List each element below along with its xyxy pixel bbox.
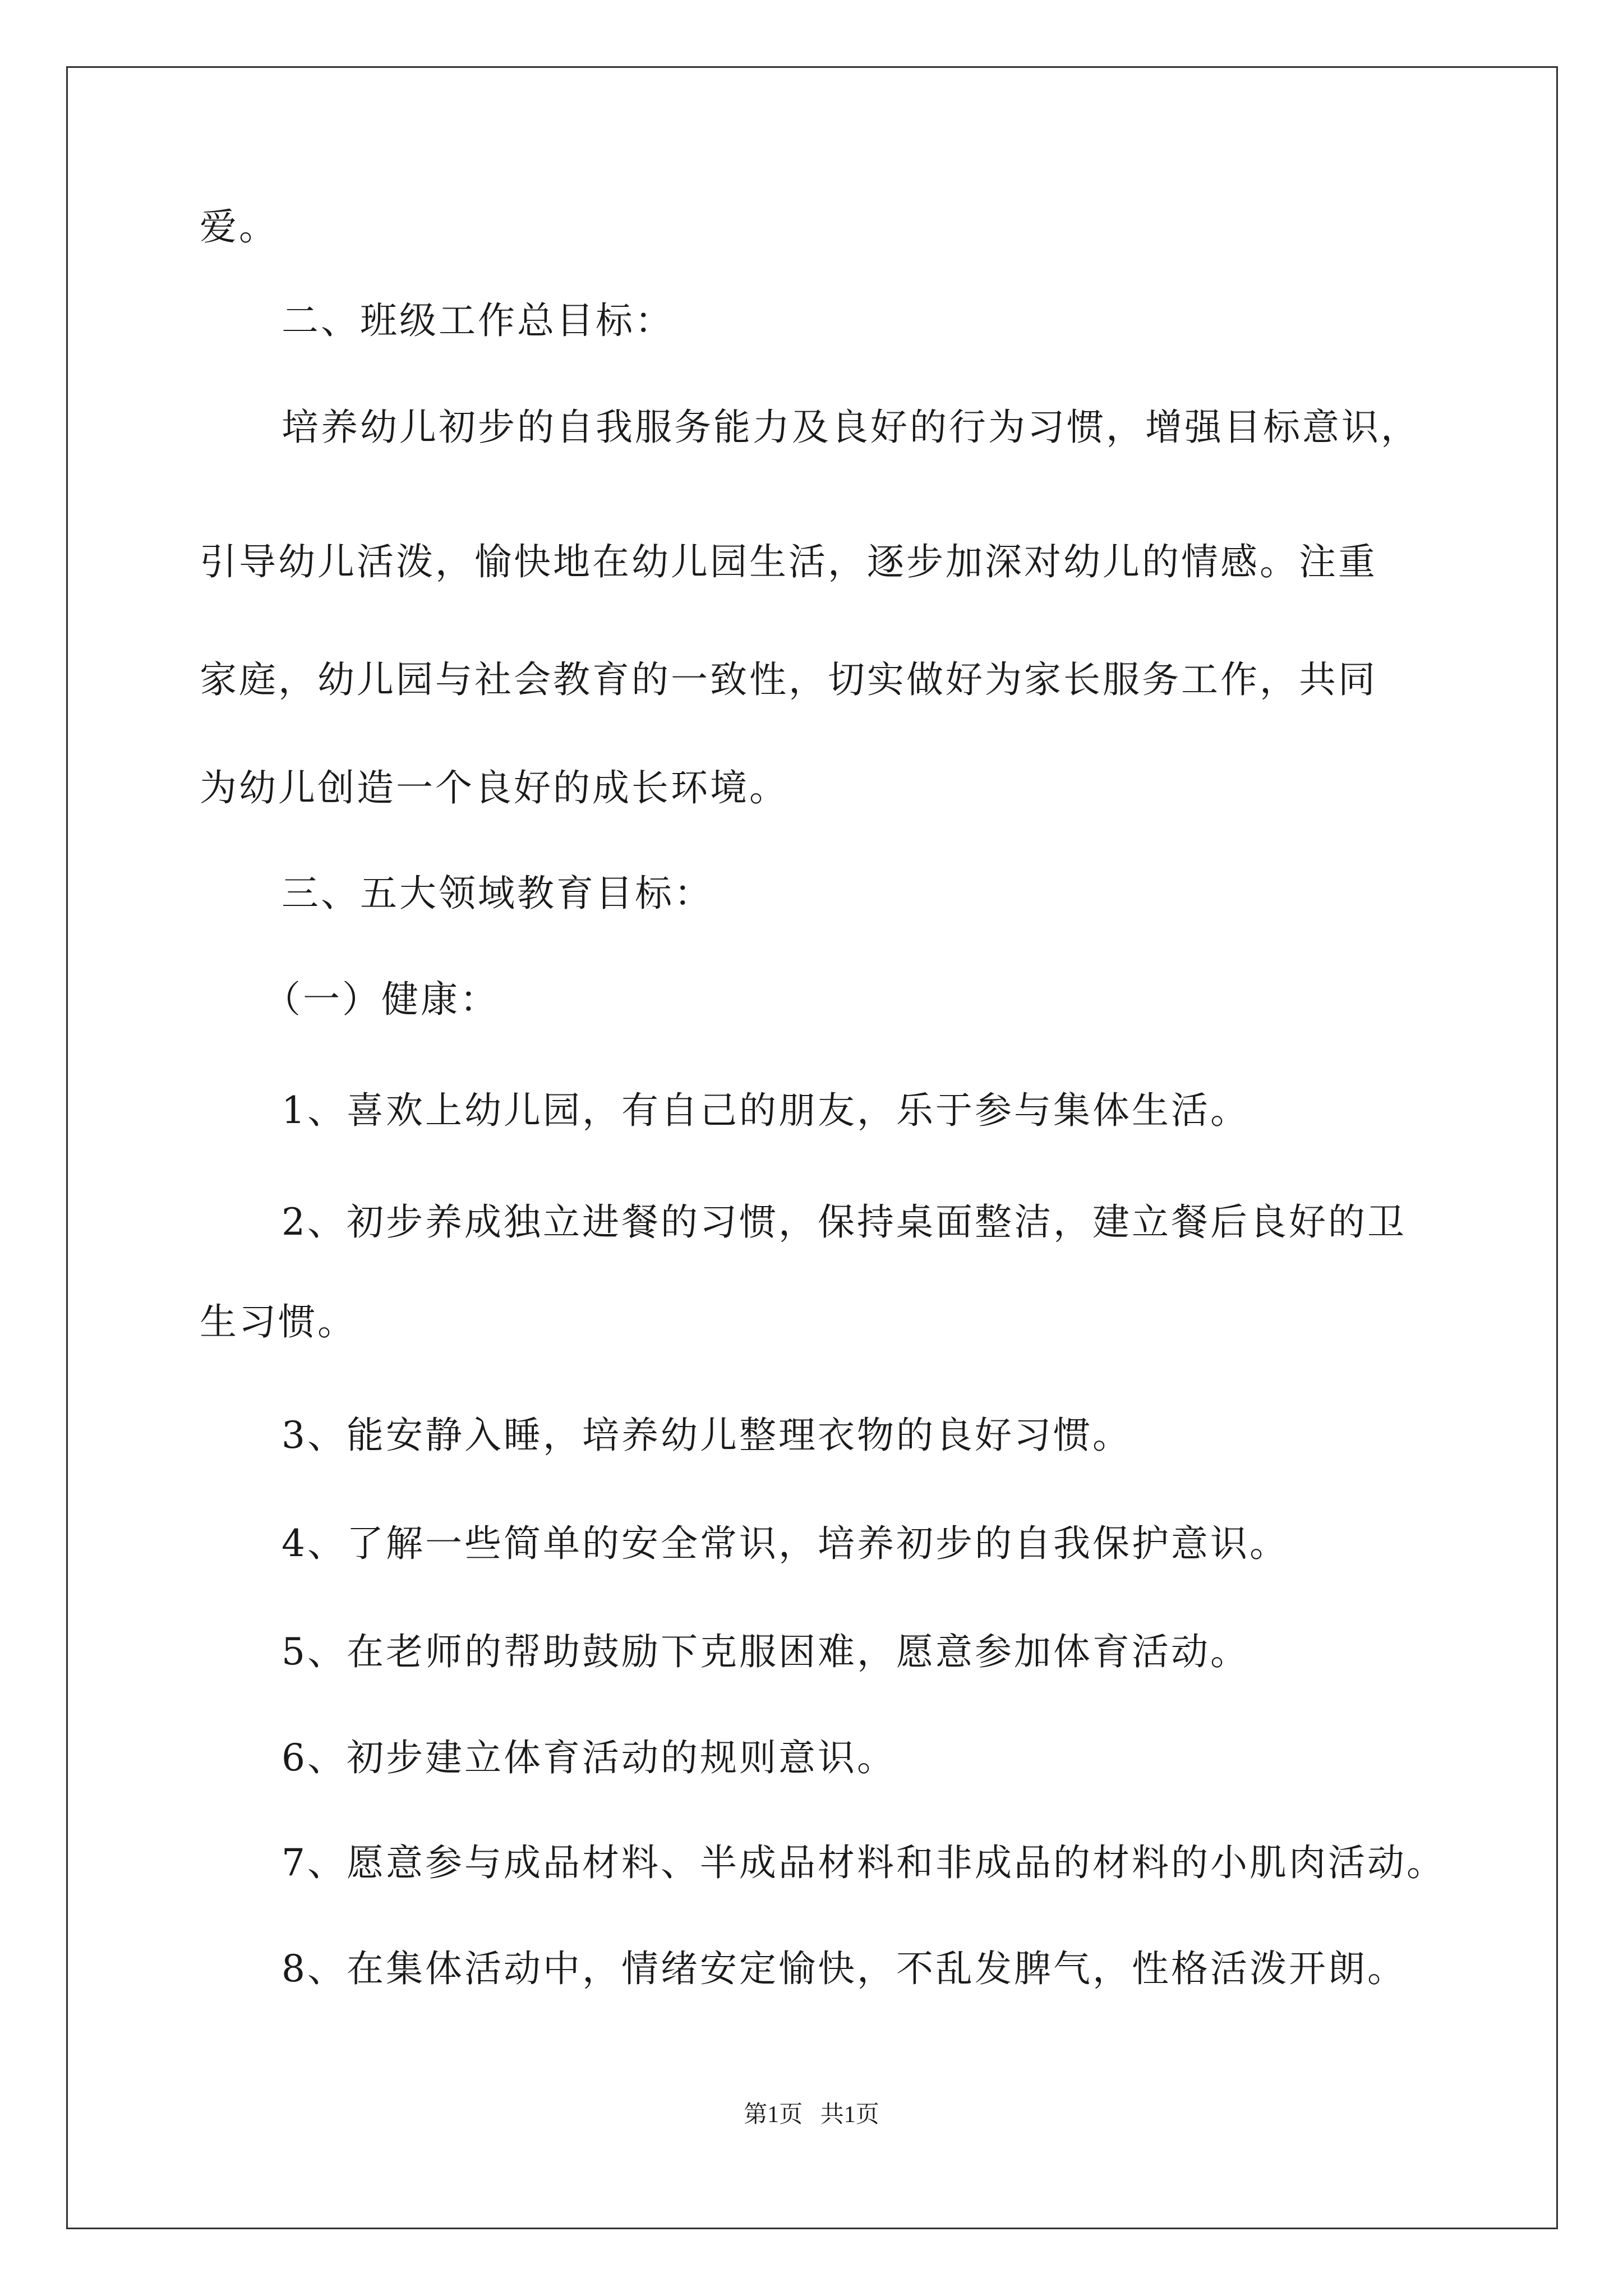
list-item: 7、愿意参与成品材料、半成品材料和非成品的材料的小肌肉活动。 bbox=[282, 1841, 1446, 1884]
text-line-continuation: 爱。 bbox=[200, 205, 278, 249]
list-item: 8、在集体活动中，情绪安定愉快，不乱发脾气，性格活泼开朗。 bbox=[282, 1947, 1407, 1990]
page-number-footer: 第1页 共1页 bbox=[744, 2102, 879, 2128]
section-heading-domain-goals: 三、五大领域教育目标： bbox=[282, 872, 713, 915]
paragraph-line: 培养幼儿初步的自我服务能力及良好的行为习惯，增强目标意识， bbox=[282, 406, 1420, 449]
paragraph-line: 家庭，幼儿园与社会教育的一致性，切实做好为家长服务工作，共同 bbox=[200, 658, 1377, 701]
paragraph-line: 为幼儿创造一个良好的成长环境。 bbox=[200, 766, 789, 809]
list-item: 1、喜欢上幼儿园，有自己的朋友，乐于参与集体生活。 bbox=[282, 1089, 1249, 1132]
list-item: 5、在老师的帮助鼓励下克服困难，愿意参加体育活动。 bbox=[282, 1630, 1249, 1673]
page-border bbox=[66, 66, 1558, 2229]
list-item: 3、能安静入睡，培养幼儿整理衣物的良好习惯。 bbox=[282, 1414, 1132, 1457]
list-item: 4、了解一些简单的安全常识，培养初步的自我保护意识。 bbox=[282, 1522, 1289, 1565]
subsection-heading-health: （一）健康： bbox=[264, 978, 499, 1021]
list-item: 2、初步养成独立进餐的习惯，保持桌面整洁，建立餐后良好的卫 bbox=[282, 1200, 1407, 1244]
section-heading-class-goals: 二、班级工作总目标： bbox=[282, 299, 674, 342]
list-item-continuation: 生习惯。 bbox=[200, 1300, 357, 1343]
list-item: 6、初步建立体育活动的规则意识。 bbox=[282, 1736, 896, 1779]
paragraph-line: 引导幼儿活泼，愉快地在幼儿园生活，逐步加深对幼儿的情感。注重 bbox=[200, 540, 1377, 583]
